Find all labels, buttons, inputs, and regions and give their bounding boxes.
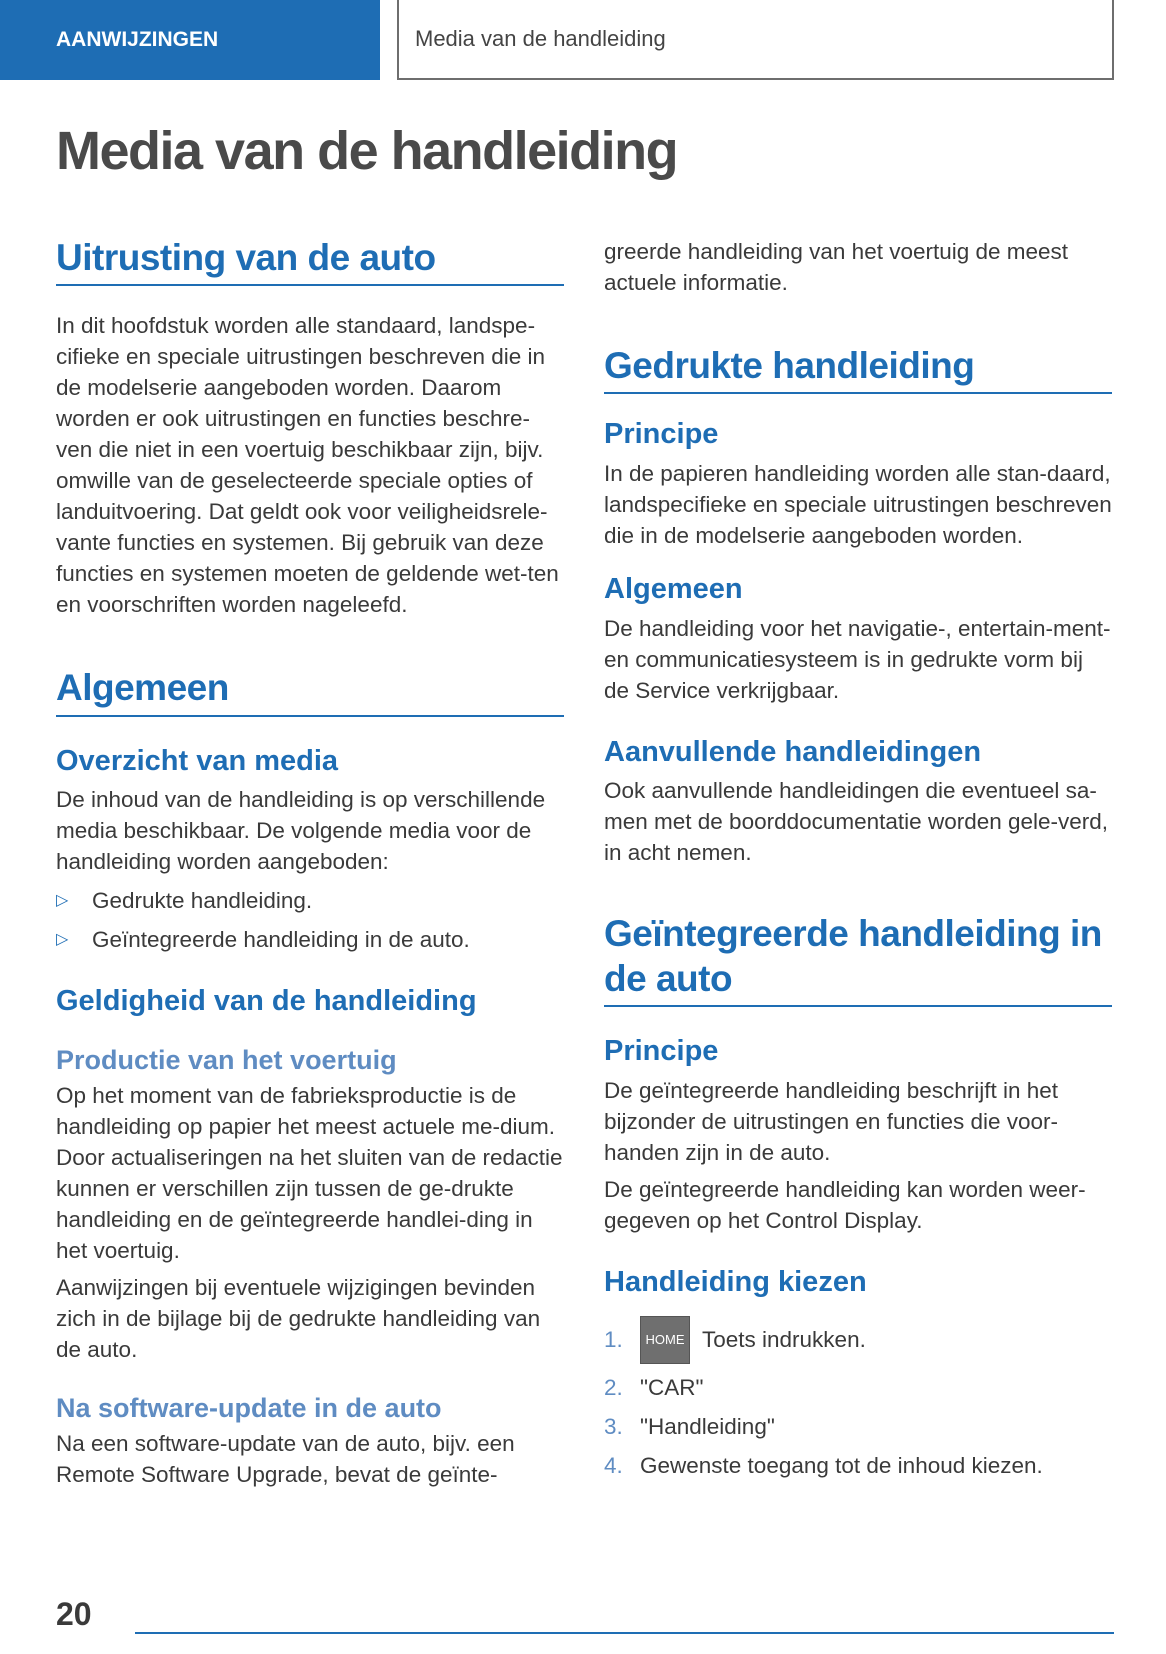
heading-kiezen: Handleiding kiezen bbox=[604, 1265, 867, 1298]
page-title: Media van de handleiding bbox=[56, 121, 678, 181]
list-item bbox=[56, 924, 564, 955]
list-item bbox=[56, 885, 564, 916]
step-text: "Handleiding" bbox=[640, 1413, 775, 1439]
home-button-icon: HOME bbox=[640, 1316, 690, 1364]
heading-algemeen-2: Algemeen bbox=[604, 573, 743, 606]
triangle-bullet-icon: ▷ bbox=[56, 892, 69, 910]
heading-aanvullende: Aanvullende handleidingen bbox=[604, 735, 982, 768]
step-text: "CAR" bbox=[640, 1374, 704, 1400]
right-column bbox=[604, 236, 1112, 1489]
list-item-text: Geïntegreerde handleiding in de auto. bbox=[92, 927, 470, 953]
step-item bbox=[604, 1450, 1112, 1481]
paragraph-aanvullende: Ook aanvullende handleidingen die eventueel sa-men met de boorddocumentatie worden gele-verd, in acht nemen. bbox=[604, 778, 1109, 866]
heading-productie: Productie van het voertuig bbox=[56, 1045, 397, 1076]
chapter-title: Media van de handleiding bbox=[415, 26, 666, 51]
heading-software: Na software-update in de auto bbox=[56, 1393, 442, 1424]
step-item bbox=[604, 1316, 1112, 1364]
list-item-text: Gedrukte handleiding. bbox=[92, 888, 313, 914]
heading-principe-1: Principe bbox=[604, 418, 719, 451]
step-item bbox=[604, 1411, 1112, 1442]
paragraph-continued: greerde handleiding van het voertuig de meest actuele informatie. bbox=[604, 239, 1069, 295]
heading-geldigheid: Geldigheid van de handleiding bbox=[56, 985, 477, 1018]
heading-principe-2: Principe bbox=[604, 1035, 719, 1068]
footer-divider bbox=[135, 1632, 1114, 1634]
heading-algemeen: Algemeen bbox=[56, 666, 564, 716]
step-number: 2. bbox=[604, 1374, 623, 1400]
left-column bbox=[56, 236, 564, 1490]
chapter-header bbox=[397, 0, 1114, 80]
paragraph-software: Na een software-update van de auto, bijv. een Remote Software Upgrade, bevat de geïnte- bbox=[56, 1431, 515, 1488]
section-tab bbox=[0, 0, 380, 80]
step-number: 1. bbox=[604, 1327, 623, 1353]
section-label: AANWIJZINGEN bbox=[56, 28, 219, 51]
step-text: Gewenste toegang tot de inhoud kiezen. bbox=[640, 1452, 1043, 1478]
paragraph-algemeen-2: De handleiding voor het navigatie-, entertain-ment- en communicatiesysteem is in gedrukte vorm bij de Service verkrijgbaar. bbox=[604, 615, 1111, 703]
step-text: Toets indrukken. bbox=[702, 1327, 866, 1353]
paragraph-principe-2b: De geïntegreerde handleiding kan worden weer-gegeven op het Control Display. bbox=[604, 1176, 1086, 1233]
step-item bbox=[604, 1372, 1112, 1403]
step-number: 3. bbox=[604, 1413, 623, 1439]
heading-gedrukte: Gedrukte handleiding bbox=[604, 344, 1112, 394]
heading-uitrusting: Uitrusting van de auto bbox=[56, 236, 564, 286]
heading-geintegreerde: Geïntegreerde handleiding in de auto bbox=[604, 912, 1112, 1007]
page-number: 20 bbox=[56, 1596, 92, 1632]
steps-list bbox=[604, 1316, 1112, 1481]
paragraph-uitrusting: In dit hoofdstuk worden alle standaard, landspe-cifieke en speciale uitrustingen beschreven die in de modelserie aangeboden worden. Daarom worden er ook uitrustingen en functies beschre-ven die niet in een voertuig beschikbaar zijn, bijv. omwille van de geselecteerde speciale opties of landuitvoering. Dat geldt ook voor veiligheidsrele-vante functies en systemen. Bij gebruik van deze functies en systemen moeten de geldende wet-ten en voorschriften worden nageleefd. bbox=[56, 313, 559, 618]
media-list bbox=[56, 885, 564, 955]
paragraph-productie-1: Op het moment van de fabrieksproductie is de handleiding op papier het meest actuele me-dium. Door actualiseringen na het sluiten van de redactie kunnen er verschillen zijn tussen de ge-drukte handleiding en de geïntegreerde handlei-ding in het voertuig. bbox=[56, 1083, 563, 1264]
paragraph-principe-2a: De geïntegreerde handleiding beschrijft in het bijzonder de uitrustingen en functies die voor-handen zijn in de auto. bbox=[604, 1077, 1059, 1165]
paragraph-overzicht: De inhoud van de handleiding is op verschillende media beschikbaar. De volgende media voor de handleiding worden aangeboden: bbox=[56, 787, 546, 875]
triangle-bullet-icon: ▷ bbox=[56, 931, 69, 949]
heading-overzicht: Overzicht van media bbox=[56, 744, 339, 777]
step-number: 4. bbox=[604, 1452, 623, 1478]
paragraph-principe-1: In de papieren handleiding worden alle stan-daard, landspecifieke en speciale uitrustingen beschreven die in de modelserie aangeboden worden. bbox=[604, 461, 1112, 549]
paragraph-productie-2: Aanwijzingen bij eventuele wijzigingen bevinden zich in de bijlage bij de gedrukte handleiding van de auto. bbox=[56, 1275, 541, 1363]
